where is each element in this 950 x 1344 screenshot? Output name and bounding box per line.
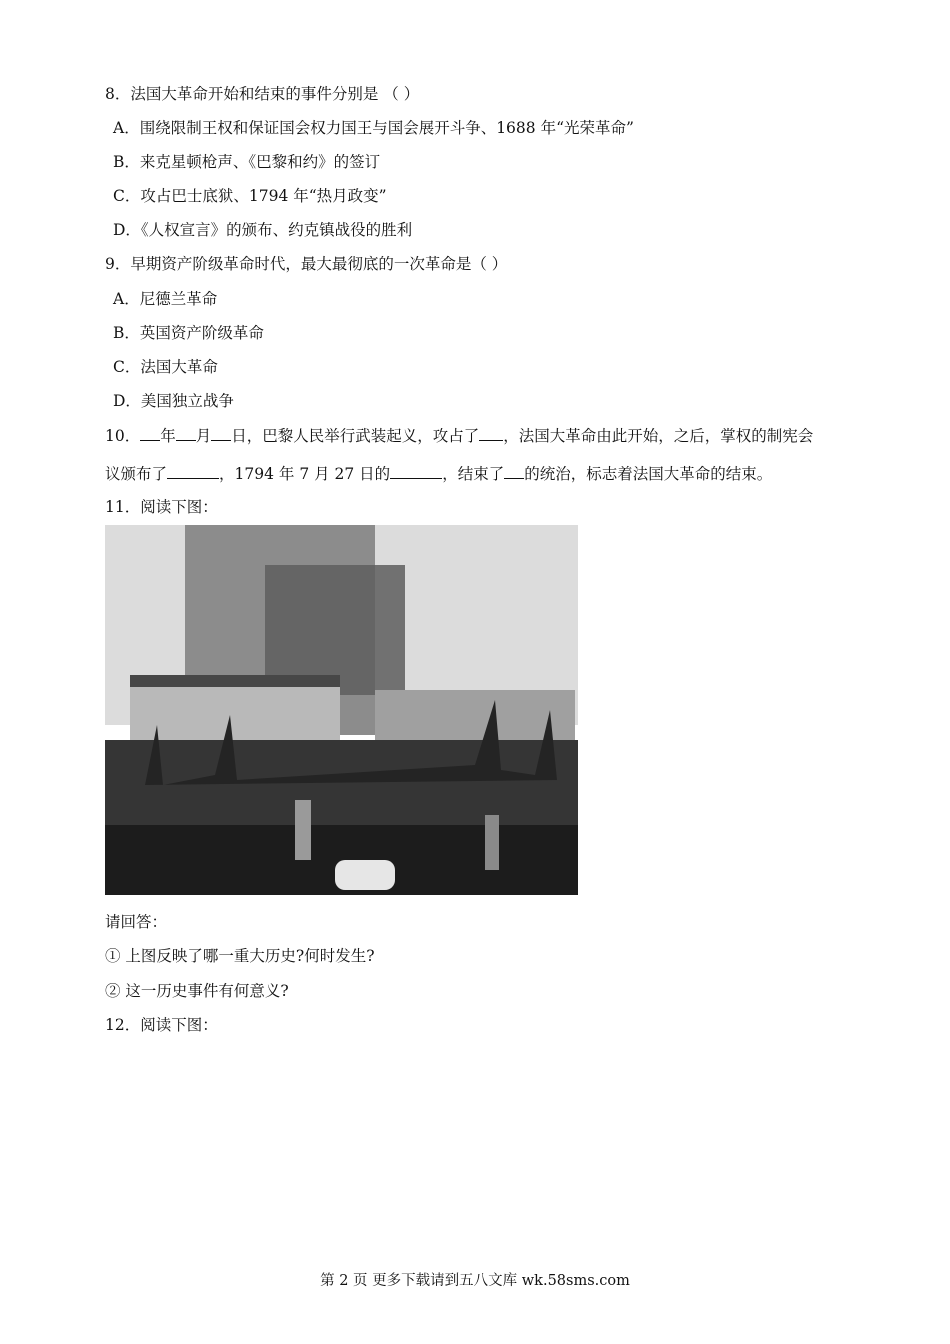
blank-year bbox=[140, 425, 160, 441]
q9-option-a: A．尼德兰革命 bbox=[113, 290, 218, 308]
blank-regime bbox=[504, 463, 524, 479]
q10-number: 10． bbox=[105, 427, 141, 445]
page-footer: 第 2 页 更多下载请到五八文库 wk.58sms.com bbox=[320, 1273, 630, 1289]
q9-option-d: D．美国独立战争 bbox=[113, 392, 234, 410]
q11-prompt: 请回答： bbox=[105, 913, 168, 931]
blank-day bbox=[211, 425, 231, 441]
figure-light-right bbox=[485, 815, 499, 870]
q9-option-c: C．法国大革命 bbox=[113, 358, 218, 376]
blank-target bbox=[479, 425, 503, 441]
q11-subquestion-1: ① 上图反映了哪一重大历史?何时发生? bbox=[105, 947, 375, 965]
q9-option-b: B．英国资产阶级革命 bbox=[113, 324, 264, 342]
q11-subquestion-2: ② 这一历史事件有何意义? bbox=[105, 982, 289, 1000]
figure-light-left bbox=[295, 800, 311, 860]
q10-line-1: 10． 年 月 日，巴黎人民举行武装起义，攻占了 ，法国大革命由此开始，之后，掌权的制宪会 bbox=[105, 427, 814, 445]
q8-option-a: A．围绕限制王权和保证国会权力国王与国会展开斗争、1688 年“光荣革命” bbox=[113, 119, 634, 137]
q9-stem: 9．早期资产阶级革命时代，最大最彻底的一次革命是（ ） bbox=[105, 255, 508, 273]
q11-stem: 11．阅读下图： bbox=[105, 498, 218, 516]
q10-line-2: 议颁布了 ，1794 年 7 月 27 日的 ，结束了 的统治，标志着法国大革命的结束。 bbox=[105, 465, 773, 483]
q8-stem: 8．法国大革命开始和结束的事件分别是 （ ） bbox=[105, 85, 420, 103]
storming-bastille-engraving bbox=[105, 525, 578, 895]
roof-left bbox=[130, 675, 340, 687]
white-smoke-puff bbox=[335, 860, 395, 890]
q12-stem: 12．阅读下图： bbox=[105, 1016, 218, 1034]
q8-option-c: C．攻占巴士底狱、1794 年“热月政变” bbox=[113, 187, 387, 205]
q8-option-b: B．来克星顿枪声、《巴黎和约》的签订 bbox=[113, 153, 381, 171]
blank-document bbox=[167, 463, 219, 479]
blank-month bbox=[176, 425, 196, 441]
q8-option-d: D．《人权宣言》的颁布、约克镇战役的胜利 bbox=[113, 221, 413, 239]
blank-event bbox=[390, 463, 442, 479]
